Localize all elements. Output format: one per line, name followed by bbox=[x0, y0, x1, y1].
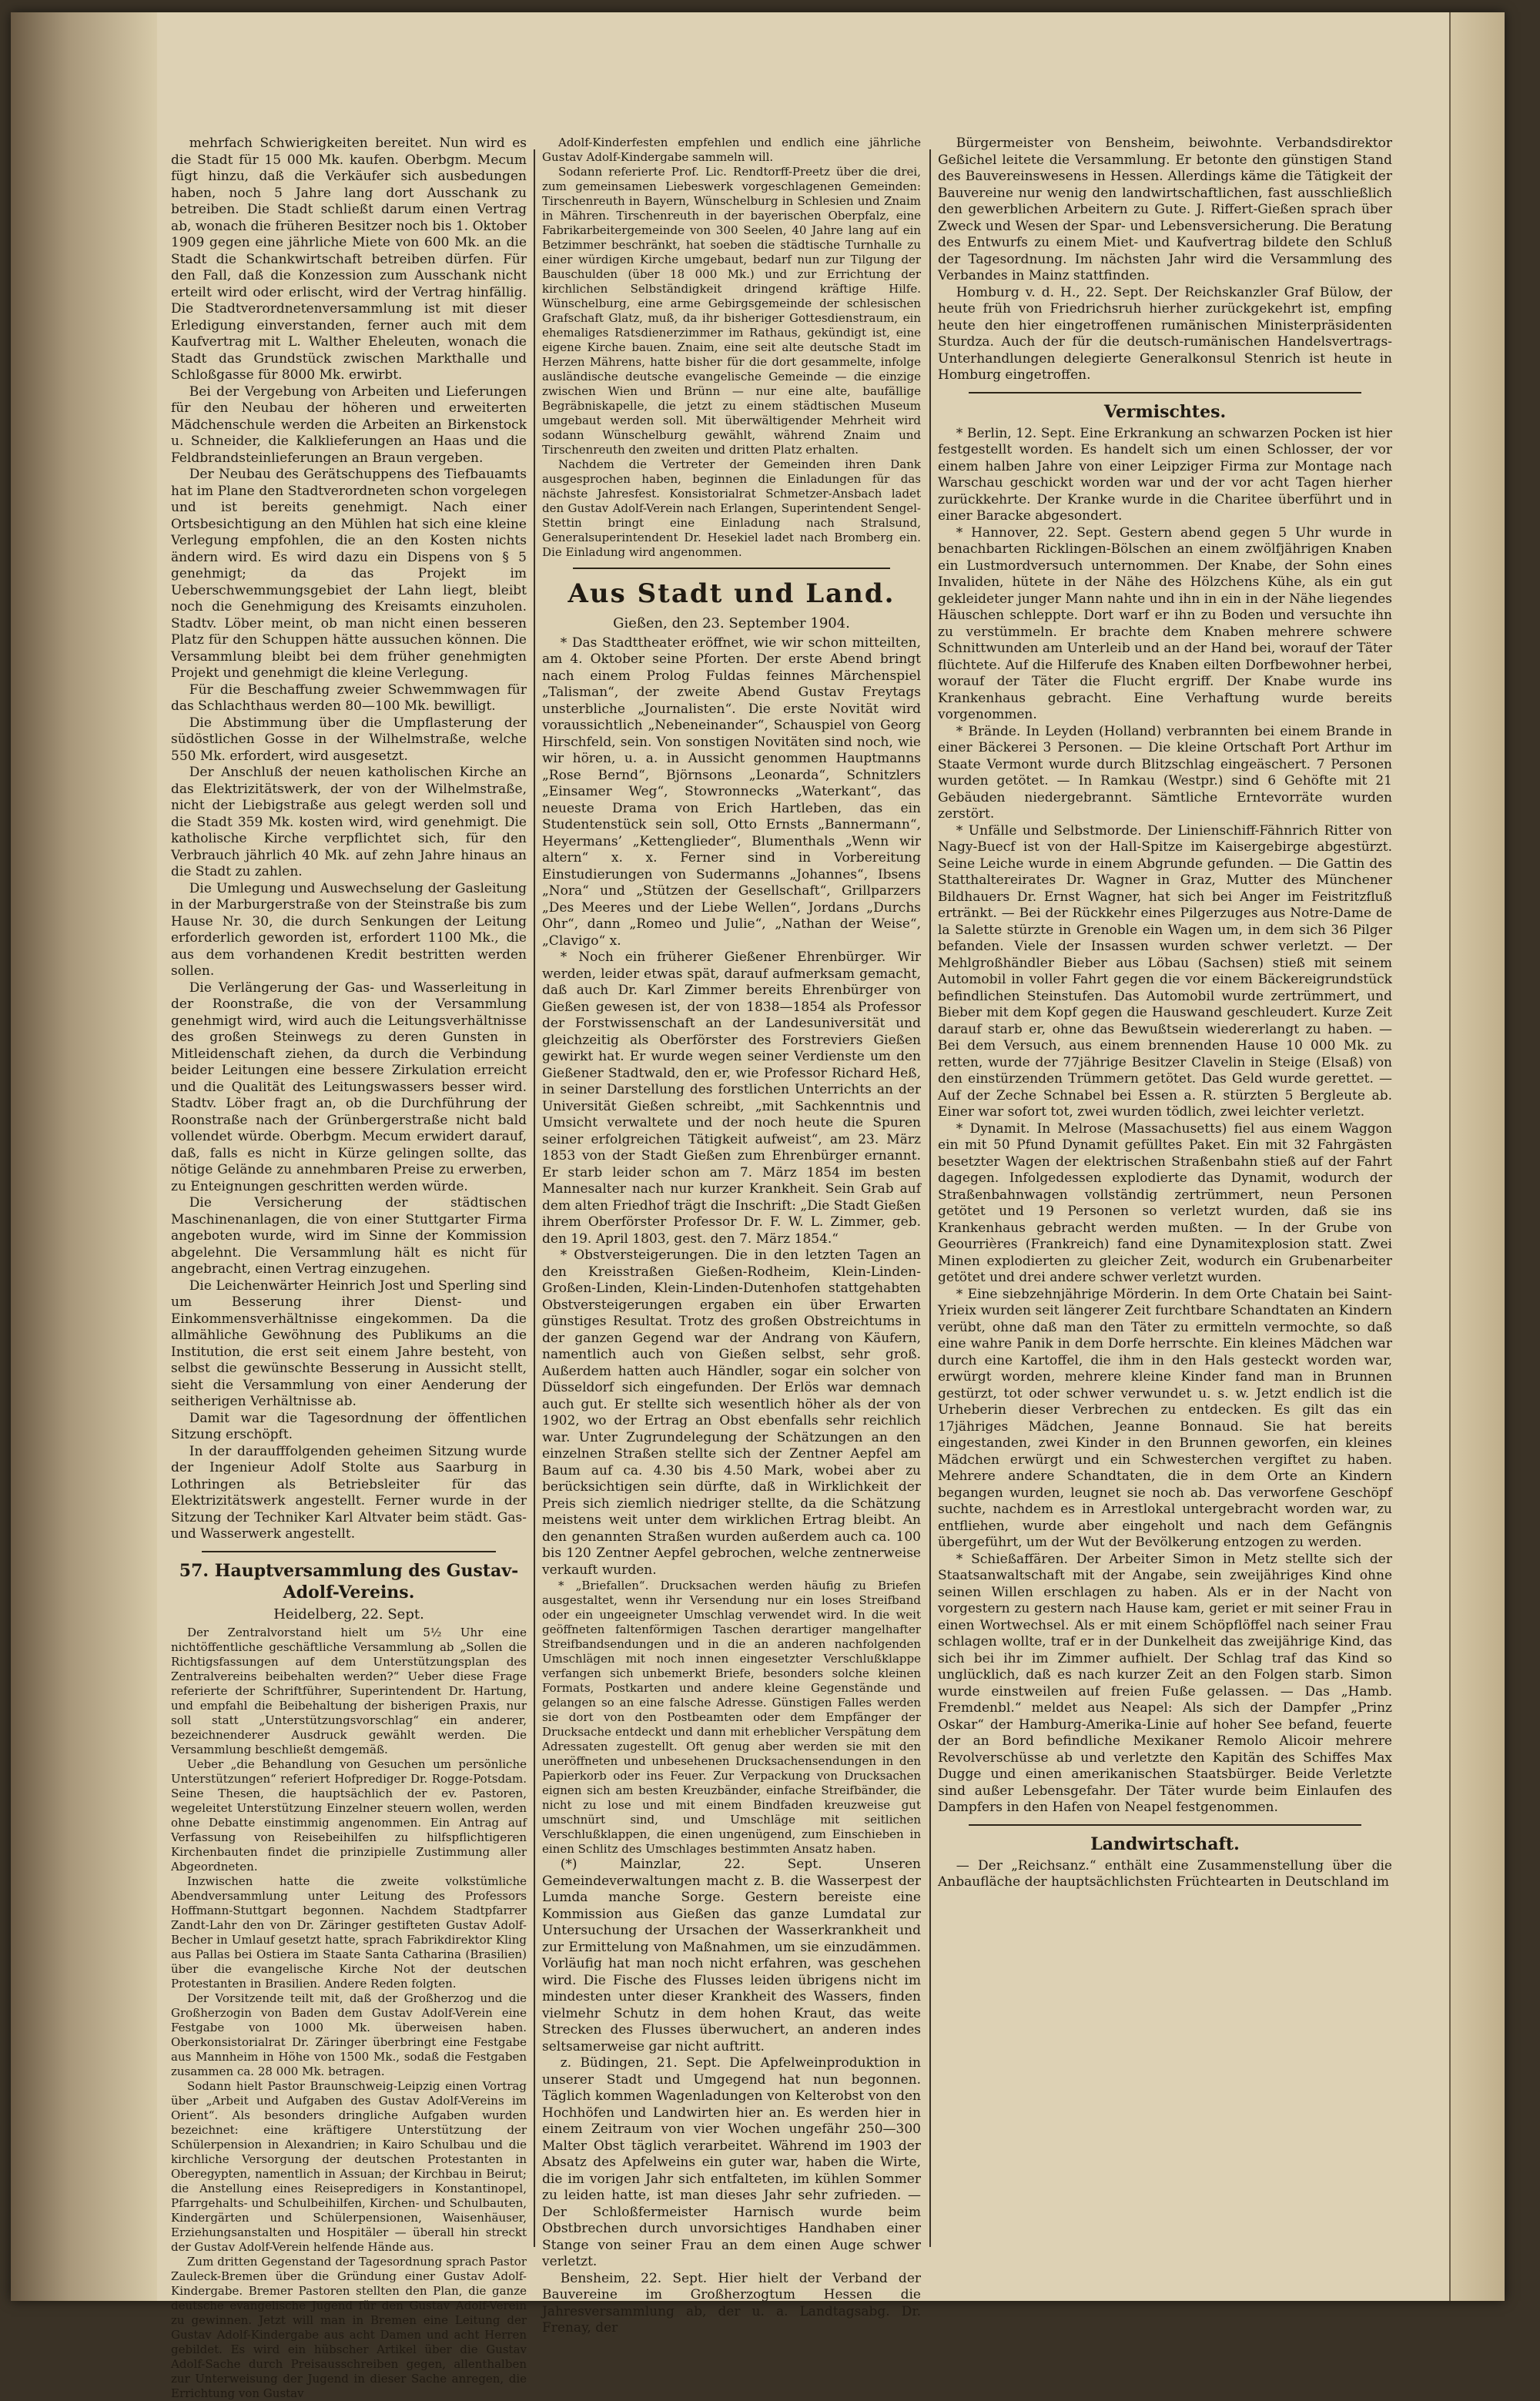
article-paragraph: * Dynamit. In Melrose (Massachusetts) fiel aus einem Waggon ein mit 50 Pfund Dynamit gefülltes Paket. Ein mit 32 Fahrgästen besetzter Wagen der elektrischen Straßenbahn stieß auf der Fahrt dagegen. Infolgedessen explodierte das Dynamit, wodurch der Straßenbahnwagen vollständig zertrümmert, neun Personen getötet und 19 Personen so verletzt wurden, daß sie ins Krankenhaus gebracht werden mußten. — In der Grube von Geourrières (Frankreich) fand eine Dynamitexplosion statt. Zwei Minen explodierten zu gleicher Zeit, wodurch ein Grubenarbeiter getötet und drei andere schwer verletzt wurden. bbox=[938, 1120, 1392, 1285]
column-rule bbox=[534, 149, 535, 2247]
article-paragraph: Homburg v. d. H., 22. Sept. Der Reichskanzler Graf Bülow, der heute früh von Friedrichsruh hierher zurückgekehrt ist, empfing heute den hier eingetroffenen rumänischen Ministerpräsidenten Sturdza. Auch der für die deutsch-rumänischen Handelsvertrags-Unterhandlungen delegierte Generalkonsul Stenrich ist heute in Homburg eingetroffen. bbox=[938, 284, 1392, 383]
article-paragraph: Bei der Vergebung von Arbeiten und Lieferungen für den Neubau der höheren und erweiterten Mädchenschule werden die Arbeiten an Birkenstock u. Schneider, die Kalklieferungen an Haas und die Feldbrandsteinlieferungen an Braun vergeben. bbox=[171, 383, 527, 466]
article-paragraph: * Unfälle und Selbstmorde. Der Linienschiff-Fähnrich Ritter von Nagy-Buecf ist von der Hall-Spitze im Kaisergebirge abgestürzt. Seine Leiche wurde in einem Abgrunde gefunden. — Die Gattin des Statthaltereirates Dr. Wagner in Graz, Mutter des Münchener Bildhauers Dr. Ernst Wagner, hat sich bei Anger im Feistritzfluß ertränkt. — Bei der Rückkehr eines Pilgerzuges aus Notre-Dame de la Salette stürzte in Grenoble ein Wagen um, in dem sich 36 Pilger befanden. Viele der Insassen wurden schwer verletzt. — Der Mehlgroßhändler Bieber aus Löbau (Sachsen) stieß mit seinem Automobil in voller Fahrt gegen die vor einem Bäckereigrundstück befindlichen Steinstufen. Das Automobil wurde zertrümmert, und Bieber mit dem Kopf gegen die Hauswand geschleudert. Kurze Zeit darauf starb er, ohne das Bewußtsein wiedererlangt zu haben. — Bei dem Versuch, aus einem brennenden Hause 10 000 Mk. zu retten, wurde der 77jährige Besitzer Clavelin in Steige (Elsaß) von den einstürzenden Trümmern getötet. Das Geld wurde gerettet. — Auf der Zeche Schnabel bei Essen a. R. stürzten 5 Bergleute ab. Einer war sofort tot, zwei wurden tödlich, zwei leichter verletzt. bbox=[938, 822, 1392, 1120]
article-paragraph: — Der „Reichsanz.“ enthält eine Zusammenstellung über die Anbaufläche der hauptsächlichsten Früchtearten in Deutschland im bbox=[938, 1857, 1392, 1890]
column-2 bbox=[542, 136, 921, 2336]
article-paragraph: Die Versicherung der städtischen Maschinenanlagen, die von einer Stuttgarter Firma angeboten wurde, wird im Sinne der Kommission abgelehnt. Die Versammlung hält es nicht für angebracht, einen Vertrag einzugehen. bbox=[171, 1195, 527, 1277]
article-paragraph: Bürgermeister von Bensheim, beiwohnte. Verbandsdirektor Geßichel leitete die Versammlung. Er betonte den günstigen Stand des Bauvereinswesens in Hessen. Allerdings käme die Tätigkeit der Bauvereine nur wenig den landwirtschaftlichen, fast ausschließlich den gewerblichen Arbeitern zu Gute. J. Riffert-Gießen sprach über Zweck und Wesen der Spar- und Lebensversicherung. Die Beratung des Entwurfs zu einem Miet- und Kaufvertrag bildete den Schluß der Tagesordnung. Im nächsten Jahr wird die Versammlung des Verbandes in Mainz stattfinden. bbox=[938, 136, 1392, 283]
article-paragraph: * Eine siebzehnjährige Mörderin. In dem Orte Chatain bei Saint-Yrieix wurden seit längerer Zeit furchtbare Schandtaten an Kindern verübt, ohne daß man den Täter zu ermitteln vermochte, so daß eine wahre Panik in dem Dorfe herrschte. Ein kleines Mädchen war durch eine Kartoffel, die ihm in den Hals gesteckt worden war, erwürgt worden, mehrere kleine Kinder fand man in Brunnen gestürzt, tot oder schwer verwundet u. s. w. Jetzt endlich ist die Urheberin dieser Verbrechen zu entdecken. Es gilt das ein 17jähriges Mädchen, Jeanne Bonnaud. Sie hat bereits eingestanden, zwei Kinder in den Brunnen geworfen, ein kleines Mädchen erwürgt und ein Schwesterchen vergiftet zu haben. Mehrere andere Schandtaten, die in dem Orte an Kindern begangen wurden, leugnet sie noch ab. Das verworfene Geschöpf suchte, nachdem es in Arrestlokal untergebracht worden war, zu entfliehen, wurde aber eingeholt und nach dem Gefängnis übergeführt, um der Wut der Bevölkerung entzogen zu werden. bbox=[938, 1286, 1392, 1550]
article-paragraph: Die Abstimmung über die Umpflasterung der südöstlichen Gosse in der Wilhelmstraße, welche 550 Mk. erfordert, wird ausgesetzt. bbox=[171, 715, 527, 764]
article-paragraph: Sodann referierte Prof. Lic. Rendtorff-Preetz über die drei, zum gemeinsamen Liebeswerk vorgeschlagenen Gemeinden: Tirschenreuth in Bayern, Wünschelburg in Schlesien und Znaim in Mähren. Tirschenreuth in der bayerischen Oberpfalz, eine Fabrikarbeitergemeinde von 300 Seelen, 40 Jahre lang auf ein Betzimmer beschränkt, hat soeben die städtische Turnhalle zu einer würdigen Kirche umgebaut, bedarf nun zur Tilgung der Bauschulden (über 18 000 Mk.) und zur Errichtung der kirchlichen Selbständigkeit dringend kräftige Hilfe. Wünschelburg, eine arme Gebirgsgemeinde der schlesischen Grafschaft Glatz, muß, da ihr bisheriger Gottesdienstraum, ein ehemaliges Ratsdienerzimmer im Rathaus, gekündigt ist, eine eigene Kirche bauen. Znaim, eine seit alte deutsche Stadt im Herzen Mährens, hatte bisher für die dort gesammelte, infolge ausländische deutsche evangelische Gemeinde — die einzige zwischen Wien und Brünn — nur eine alte, baufällige Begräbniskapelle, die jetzt zu einem städtischen Museum umgebaut werden soll. Mit überwältigender Mehrheit wird sodann Wünschelburg gewählt, während Znaim und Tirschenreuth den zweiten und dritten Platz erhalten. bbox=[542, 165, 921, 457]
section-divider bbox=[969, 1824, 1361, 1826]
article-paragraph: Der Vorsitzende teilt mit, daß der Großherzog und die Großherzogin von Baden dem Gustav Adolf-Verein eine Festgabe von 1000 Mk. überweisen haben. Oberkonsistorialrat Dr. Zäringer überbringt eine Festgabe aus Mannheim in Höhe von 1500 Mk., sodaß die Festgaben zusammen ca. 28 000 Mk. betragen. bbox=[171, 1991, 527, 2078]
article-paragraph: * Hannover, 22. Sept. Gestern abend gegen 5 Uhr wurde in benachbarten Ricklingen-Bölschen an einem zwölfjährigen Knaben ein Lustmordversuch unternommen. Der Knabe, der Sohn eines Invaliden, hütete in der Nähe des Hölzchens Kühe, als ein gut gekleideter junger Mann nahte und ihn in ein in der Nähe liegendes Häuschen schleppte. Dort warf er ihn zu Boden und versuchte ihn zu verstümmeln. Er brachte dem Knaben mehrere schwere Schnittwunden am Unterleib und an der Hand bei, worauf der Täter flüchtete. Auf die Hilferufe des Knaben eilten Dorfbewohner herbei, worauf der Täter die Flucht ergriff. Der Knabe wurde ins Krankenhaus gebracht. Eine Verhaftung wurde bereits vorgenommen. bbox=[938, 524, 1392, 722]
article-paragraph: Die Umlegung und Auswechselung der Gasleitung in der Marburgerstraße von der Steinstraße bis zum Hause Nr. 30, die durch Senkungen der Leitung erforderlich geworden ist, erfordert 1100 Mk., die aus dem vorhandenen Kredit bestritten werden sollen. bbox=[171, 880, 527, 979]
column-1 bbox=[171, 136, 527, 2400]
adjacent-page-edge bbox=[1449, 12, 1505, 2301]
article-paragraph: Die Leichenwärter Heinrich Jost und Sperling sind um Besserung ihrer Dienst- und Einkommensverhältnisse eingekommen. Da die allmähliche Gewöhnung des Publikums an die Institution, die erst seit einem Jahre besteht, von selbst die gewünschte Besserung in Aussicht stellt, sieht die Versammlung von einer Aenderung der seitherigen Verhältnisse ab. bbox=[171, 1278, 527, 1409]
article-paragraph: Für die Beschaffung zweier Schwemmwagen für das Schlachthaus werden 80—100 Mk. bewilligt. bbox=[171, 681, 527, 714]
dateline: Heidelberg, 22. Sept. bbox=[273, 1606, 424, 1622]
article-paragraph: * Das Stadttheater eröffnet, wie wir schon mitteilten, am 4. Oktober seine Pforten. Der erste Abend bringt nach einem Prolog Fuldas feinnes Märchenspiel „Talisman“, der zweite Abend Gustav Freytags unsterbliche „Journalisten“. Die erste Novität wird voraussichtlich „Nebeneinander“, Schauspiel von Georg Hirschfeld, sein. Von sonstigen Novitäten sind noch, wie wir hören, u. a. in Aussicht genommen Hauptmanns „Rose Bernd“, Björnsons „Leonarda“, Schnitzlers „Einsamer Weg“, Stowronnecks „Waterkant“, das neueste Drama von Erich Hartleben, das ein Studentenstück sein soll, Otto Ernsts „Bannermann“, Heyermans’ „Kettenglieder“, Blumenthals „Wenn wir altern“ x. x. Ferner sind in Vorbereitung Einstudierungen von Sudermanns „Johannes“, Ibsens „Nora“ und „Stützen der Gesellschaft“, Grillparzers „Des Meeres und der Liebe Wellen“, Jordans „Durchs Ohr“, dann „Romeo und Julie“, „Nathan der Weise“, „Clavigo“ x. bbox=[542, 635, 921, 949]
article-paragraph: Damit war die Tagesordnung der öffentlichen Sitzung erschöpft. bbox=[171, 1410, 527, 1442]
article-paragraph: * Brände. In Leyden (Holland) verbrannten bei einem Brande in einer Bäckerei 3 Personen. — Die kleine Ortschaft Port Arthur im Staate Vermont wurde durch Blitzschlag eingeäschert. 7 Personen wurden getötet. — In Ramkau (Westpr.) sind 6 Gehöfte mit 21 Gebäuden niedergebrannt. Sämtliche Erntevorräte wurden zerstört. bbox=[938, 723, 1392, 822]
article-paragraph: Zum dritten Gegenstand der Tagesordnung sprach Pastor Zauleck-Bremen über die Gründung einer Gustav Adolf-Kindergabe. Bremer Pastoren stellten den Plan, die ganze deutsche evangelische Jugend für den Gustav Adolf-Verein zu gewinnen. Jetzt will man in Bremen eine Leitung der Gustav Adolf-Kindergabe aus acht Damen und acht Herren gebildet. Es wird ein hübscher Artikel über die Gustav Adolf-Sache durch Preisausschreiben gegen, allenthalben zur Unterweisung der Jugend in dieser Sache anregen, die Errichtung von Gustav bbox=[171, 2255, 527, 2400]
article-paragraph: Ueber „die Behandlung von Gesuchen um persönliche Unterstützungen“ referiert Hofprediger Dr. Rogge-Potsdam. Seine Thesen, die hauptsächlich der ev. Pastoren, wegeleitet Unterstützung Einzelner steuern wollen, werden ohne Debatte einstimmig angenommen. Ein Antrag auf Verfassung von Reisebeihilfen zu hilfspflichtigeren Kirchenbauten findet die prinzipielle Zustimmung aller Abgeordneten. bbox=[171, 1757, 527, 1874]
article-paragraph: * „Briefallen“. Drucksachen werden häufig zu Briefen ausgestaltet, wenn ihr Versendung nur ein loses Streifband oder ein ungeeigneter Umschlag verwendet wird. In die weit geöffneten faltenförmigen Taschen derartiger mangelhafter Streifbandsendungen und in die an anderen nachfolgenden Umschlägen mit noch innen eingesetzter Verschlußklappe verfangen sich unbemerkt Briefe, besonders solche kleinen Formats, Postkarten und andere kleine Gegenstände und gelangen so an eine falsche Adresse. Günstigen Falles werden sie dort von den Postbeamten oder dem Empfänger der Drucksache entdeckt und dann mit erheblicher Verspätung dem Adressaten zugestellt. Oft genug aber werden sie mit den uneröffneten und unbesehenen Drucksachensendungen in den Papierkorb oder ins Feuer. Zur Verpackung von Drucksachen eignen sich am besten Kreuzbänder, einfache Streifbänder, die nicht zu lose und mit einem Bindfaden kreuzweise gut umschnürt sind, und Umschläge mit seitlichen Verschlußklappen, die einen ungenügend, zum Einschieben in einen Schlitz des Umschlages bestimmten Ansatz haben. bbox=[542, 1579, 921, 1856]
binding-gutter bbox=[11, 12, 157, 2301]
article-paragraph: Nachdem die Vertreter der Gemeinden ihren Dank ausgesprochen haben, beginnen die Einladungen für das nächste Jahresfest. Konsistorialrat Schmetzer-Ansbach ladet den Gustav Adolf-Verein nach Erlangen, Superintendent Sengel-Stettin bringt eine Einladung nach Stralsund, Generalsuperintendent Dr. Hesekiel ladet nach Bromberg ein. Die Einladung wird angenommen. bbox=[542, 457, 921, 559]
article-paragraph: Die Verlängerung der Gas- und Wasserleitung in der Roonstraße, die von der Versammlung genehmigt wird, wird auch die Leitungsverhältnisse des großen Steinwegs zu deren Gunsten in Mitleidenschaft ziehen, da durch die Verbindung beider Leitungen eine bessere Zirkulation erreicht und die Qualität des Leitungswassers besser wird. Stadtv. Löber fragt an, ob die Durchführung der Roonstraße nach der Grünbergerstraße nicht bald vollendet würde. Oberbgm. Mecum erwidert darauf, daß, falls es nicht in Kürze gelingen sollte, das nötige Gelände zu annehmbaren Preise zu erwerben, zu Enteignungen geschritten werden würde. bbox=[171, 979, 527, 1194]
article-paragraph: * Schießaffären. Der Arbeiter Simon in Metz stellte sich der Staatsanwaltschaft mit der Angabe, sein zweijähriges Kind ohne seinen Willen erschlagen zu haben. Als er in der Nacht von vorgestern zu gestern nach Hause kam, geriet er mit seiner Frau in einen Wortwechsel. Als er mit einem Schöpflöffel nach seiner Frau schlagen wollte, traf er in der Dunkelheit das zweijährige Kind, das sich bei ihr im Zimmer aufhielt. Der Schlag traf das Kind so unglücklich, daß es nach kurzer Zeit an den Folgen starb. Simon wurde einstweilen auf freien Fuße gelassen. — Das „Hamb. Fremdenbl.“ meldet aus Neapel: Als sich der Dampfer „Prinz Oskar“ der Hamburg-Amerika-Linie auf hoher See befand, feuerte der an Bord befindliche Mexikaner Remolo Alicoir mehrere Revolverschüsse ab und verletzte den Kapitän des Schiffes Max Dugge und einen amerikanischen Staatsbürger. Beide Verletzte sind außer Lebensgefahr. Der Täter wurde beim Einlaufen des Dampfers in den Hafen von Neapel festgenommen. bbox=[938, 1551, 1392, 1815]
article-paragraph: Adolf-Kinderfesten empfehlen und endlich eine jährliche Gustav Adolf-Kindergabe sammeln will. bbox=[542, 136, 921, 164]
article-paragraph: Sodann hielt Pastor Braunschweig-Leipzig einen Vortrag über „Arbeit und Aufgaben des Gustav Adolf-Vereins im Orient“. Als besonders dringliche Aufgaben wurden bezeichnet: eine kräftigere Unterstützung der Schülerpension in Alexandrien; in Kairo Schulbau und die kirchliche Versorgung der deutschen Protestanten in Oberegypten, namentlich in Assuan; der Kirchbau in Beirut; die Anstellung eines Reisepredigers in Konstantinopel, Pfarrgehalts- und Schulbeihilfen, Kirchen- und Schulbauten, Kindergärten und Schülerpensionen, Waisenhäuser, Erziehungsanstalten und Hospitäler — überall hin streckt der Gustav Adolf-Verein helfende Hände aus. bbox=[171, 2079, 527, 2254]
section-heading: 57. Hauptversammlung des Gustav-Adolf-Vereins. bbox=[179, 1560, 519, 1602]
section-heading: Landwirtschaft. bbox=[1090, 1833, 1240, 1854]
article-paragraph: Inzwischen hatte die zweite volkstümliche Abendversammlung unter Leitung des Professors Hoffmann-Stuttgart begonnen. Nachdem Stadtpfarrer Zandt-Lahr den von Dr. Zäringer gestifteten Gustav Adolf-Becher in Umlauf gesetzt hatte, sprach Fabrikdirektor Kling aus Pallas bei Ostiera im Staate Santa Catharina (Brasilien) über die evangelische Kirche Not der deutschen Protestanten in Brasilien. Andere Reden folgten. bbox=[171, 1874, 527, 1991]
article-paragraph: Der Anschluß der neuen katholischen Kirche an das Elektrizitätswerk, der von der Wilhelmstraße, nicht der Liebigstraße aus gelegt werden soll und die Stadt 359 Mk. kosten wird, wird genehmigt. Die katholische Kirche verpflichtet sich, für den Verbrauch jährlich 40 Mk. auf zehn Jahre hinaus an die Stadt zu zahlen. bbox=[171, 765, 527, 879]
section-divider bbox=[202, 1551, 496, 1552]
article-paragraph: mehrfach Schwierigkeiten bereitet. Nun wird es die Stadt für 15 000 Mk. kaufen. Oberbgm. Mecum fügt hinzu, daß die Verkäufer sich ausbedungen haben, noch 5 Jahre lang dort Ausschank zu betreiben. Die Stadt schließt darum einen Vertrag ab, wonach die früheren Besitzer noch bis 1. Oktober 1909 gegen eine jährliche Miete von 600 Mk. an die Stadt die Schankwirtschaft betreiben dürfen. Für den Fall, daß die Konzession zum Ausschank nicht erteilt wird oder erlischt, wird der Vertrag hinfällig. Die Stadtverordnetenversammlung ist mit dieser Erledigung einverstanden, ferner auch mit dem Kaufvertrag mit L. Walther Eheleuten, wonach die Stadt das Grundstück zwischen Markthalle und Schloßgasse für 8000 Mk. erwirbt. bbox=[171, 136, 527, 383]
section-divider bbox=[969, 392, 1361, 393]
dateline: Gießen, den 23. September 1904. bbox=[613, 615, 850, 631]
column-rule bbox=[929, 149, 931, 2247]
article-paragraph: (*) Mainzlar, 22. Sept. Unseren Gemeindeverwaltungen macht z. B. die Wasserpest der Lumda manche Sorge. Gestern bereiste eine Kommission aus Gießen das ganze Lumdatal zur Untersuchung der Ursachen der Wasserkrankheit und zur Ermittelung von Maßnahmen, um sie einzudämmen. Vorläufig hat man noch nicht erfahren, was geschehen wird. Die Fische des Flusses leiden übrigens nicht im mindesten unter dieser Krankheit des Wassers, finden vielmehr Schutz in dem hohen Kraut, das weite Strecken des Flusses überwuchert, an anderen indes seltsamerweise gar nicht auftritt. bbox=[542, 1857, 921, 2054]
column-3 bbox=[938, 136, 1392, 2255]
article-paragraph: * Obstversteigerungen. Die in den letzten Tagen an den Kreisstraßen Gießen-Rodheim, Klein-Linden-Großen-Linden, Klein-Linden-Dutenhofen stattgehabten Obstversteigerungen ergaben ein über Erwarten günstiges Resultat. Trotz des großen Obstreichtums in der ganzen Gegend war der Andrang von Käufern, namentlich auch von Gießen selbst, sehr groß. Außerdem hatten auch Händler, sogar ein solcher von Düsseldorf sich eingefunden. Der Erlös war demnach auch gut. Er stellte sich wesentlich höher als der von 1902, wo der Ertrag an Obst ebenfalls sehr reichlich war. Unter Zugrundelegung der Schätzungen an den einzelnen Straßen stellte sich der Zentner Aepfel am Baum auf ca. 4.30 bis 4.50 Mark, wobei aber zu berücksichtigen sein dürfte, daß in Wirklichkeit der Preis sich ziemlich niedriger stellte, da die Schätzung meistens weit unter dem wirklichen Ertrag bleibt. An den genannten Straßen wurden außerdem auch ca. 100 bis 120 Zentner Aepfel gebrochen, welche zentnerweise verkauft wurden. bbox=[542, 1247, 921, 1578]
article-paragraph: * Noch ein früherer Gießener Ehrenbürger. Wir werden, leider etwas spät, darauf aufmerksam gemacht, daß auch Dr. Karl Zimmer bereits Ehrenbürger von Gießen gewesen ist, der von 1838—1854 als Professor der Forstwissenschaft an der Landesuniversität und gleichzeitig als Oberförster des Forstreviers Gießen gewirkt hat. Er wurde wegen seiner Verdienste um den Gießener Stadtwald, den er, wie Professor Richard Heß, in seiner Darstellung des forstlichen Unterrichts an der Universität Gießen schreibt, „mit Sachkenntnis und Umsicht verwaltete und der noch heute die Spuren seiner erfolgreichen Tätigkeit aufweist“, am 23. März 1853 von der Stadt Gießen zum Ehrenbürger ernannt. Er starb leider schon am 7. März 1854 im besten Mannesalter nach nur kurzer Krankheit. Sein Grab auf dem alten Friedhof trägt die Inschrift: „Die Stadt Gießen ihrem Oberförster Professor Dr. F. W. L. Zimmer, geb. den 19. April 1803, gest. den 7. März 1854.“ bbox=[542, 949, 921, 1247]
section-heading: Aus Stadt und Land. bbox=[567, 578, 896, 609]
newspaper-page bbox=[11, 12, 1505, 2400]
article-paragraph: Der Neubau des Gerätschuppens des Tiefbauamts hat im Plane den Stadtverordneten schon vorgelegen und ist bereits genehmigt. Nach einer Ortsbesichtigung an den Mühlen hat sich eine kleine Verlegung empfohlen, die an den Kosten nichts ändern wird. Es wird dazu ein Dispens von § 5 genehmigt; da das Projekt im Ueberschwemmungsgebiet der Lahn liegt, bleibt noch die Genehmigung des Kreisamts einzuholen. Stadtv. Löber meint, ob man nicht einen besseren Platz für den Schuppen hätte aussuchen können. Die Versammlung bleibt bei dem früher genehmigten Projekt und genehmigt die kleine Verlegung. bbox=[171, 467, 527, 681]
article-paragraph: In der daraufffolgenden geheimen Sitzung wurde der Ingenieur Adolf Stolte aus Saarburg in Lothringen als Betriebsleiter für das Elektrizitätswerk angestellt. Ferner wurde in der Sitzung der Techniker Karl Altvater beim städt. Gas- und Wasserwerk angestellt. bbox=[171, 1443, 527, 1542]
section-divider bbox=[573, 568, 890, 569]
article-paragraph: z. Büdingen, 21. Sept. Die Apfelweinproduktion in unserer Stadt und Umgegend hat nun begonnen. Täglich kommen Wagenladungen von Kelterobst von den Hochhöfen und Landwirten hier an. Es werden hier in einem Zeitraum von vier Wochen ungefähr 250—300 Malter Obst täglich verarbeitet. Während im 1903 der Absatz des Apfelweins ein guter war, haben die Wirte, die im vorigen Jahr sich entfalteten, im kühlen Sommer zu leiden hatte, ist man dieses Jahr sehr zufrieden. — Der Schloßfermeister Harnisch wurde beim Obstbrechen durch unvorsichtiges Handhaben einer Stange von seiner Frau an dem einen Auge schwer verletzt. bbox=[542, 2055, 921, 2269]
article-paragraph: Bensheim, 22. Sept. Hier hielt der Verband der Bauvereine im Großherzogtum Hessen die Jahresversammlung ab, der u. a. Landtagsabg. Dr. Frenay, der bbox=[542, 2270, 921, 2336]
section-heading: Vermischtes. bbox=[1103, 401, 1227, 422]
article-paragraph: Der Zentralvorstand hielt um 5½ Uhr eine nichtöffentliche geschäftliche Versammlung ab „Sollen die Richtigsfassungen auf dem Unterstützungsplan des Zentralvereins beibehalten werden?“ Ueber diese Frage referierte der Schriftführer, Superintendent Dr. Hartung, und empfahl die Beibehaltung der bisherigen Praxis, nur soll statt „Unterstützungsvorschlag“ ein anderer, bezeichnenderer Ausdruck gewählt werden. Die Versammlung beschließt demgemäß. bbox=[171, 1626, 527, 1756]
article-paragraph: * Berlin, 12. Sept. Eine Erkrankung an schwarzen Pocken ist hier festgestellt worden. Es handelt sich um einen Schlosser, der vor einem halben Jahre von einer Leipziger Firma zur Montage nach Warschau geschickt worden war und der vor acht Tagen hierher zurückkehrte. Der Kranke wurde in die Charitee überführt und in einer Baracke abgesondert. bbox=[938, 425, 1392, 524]
